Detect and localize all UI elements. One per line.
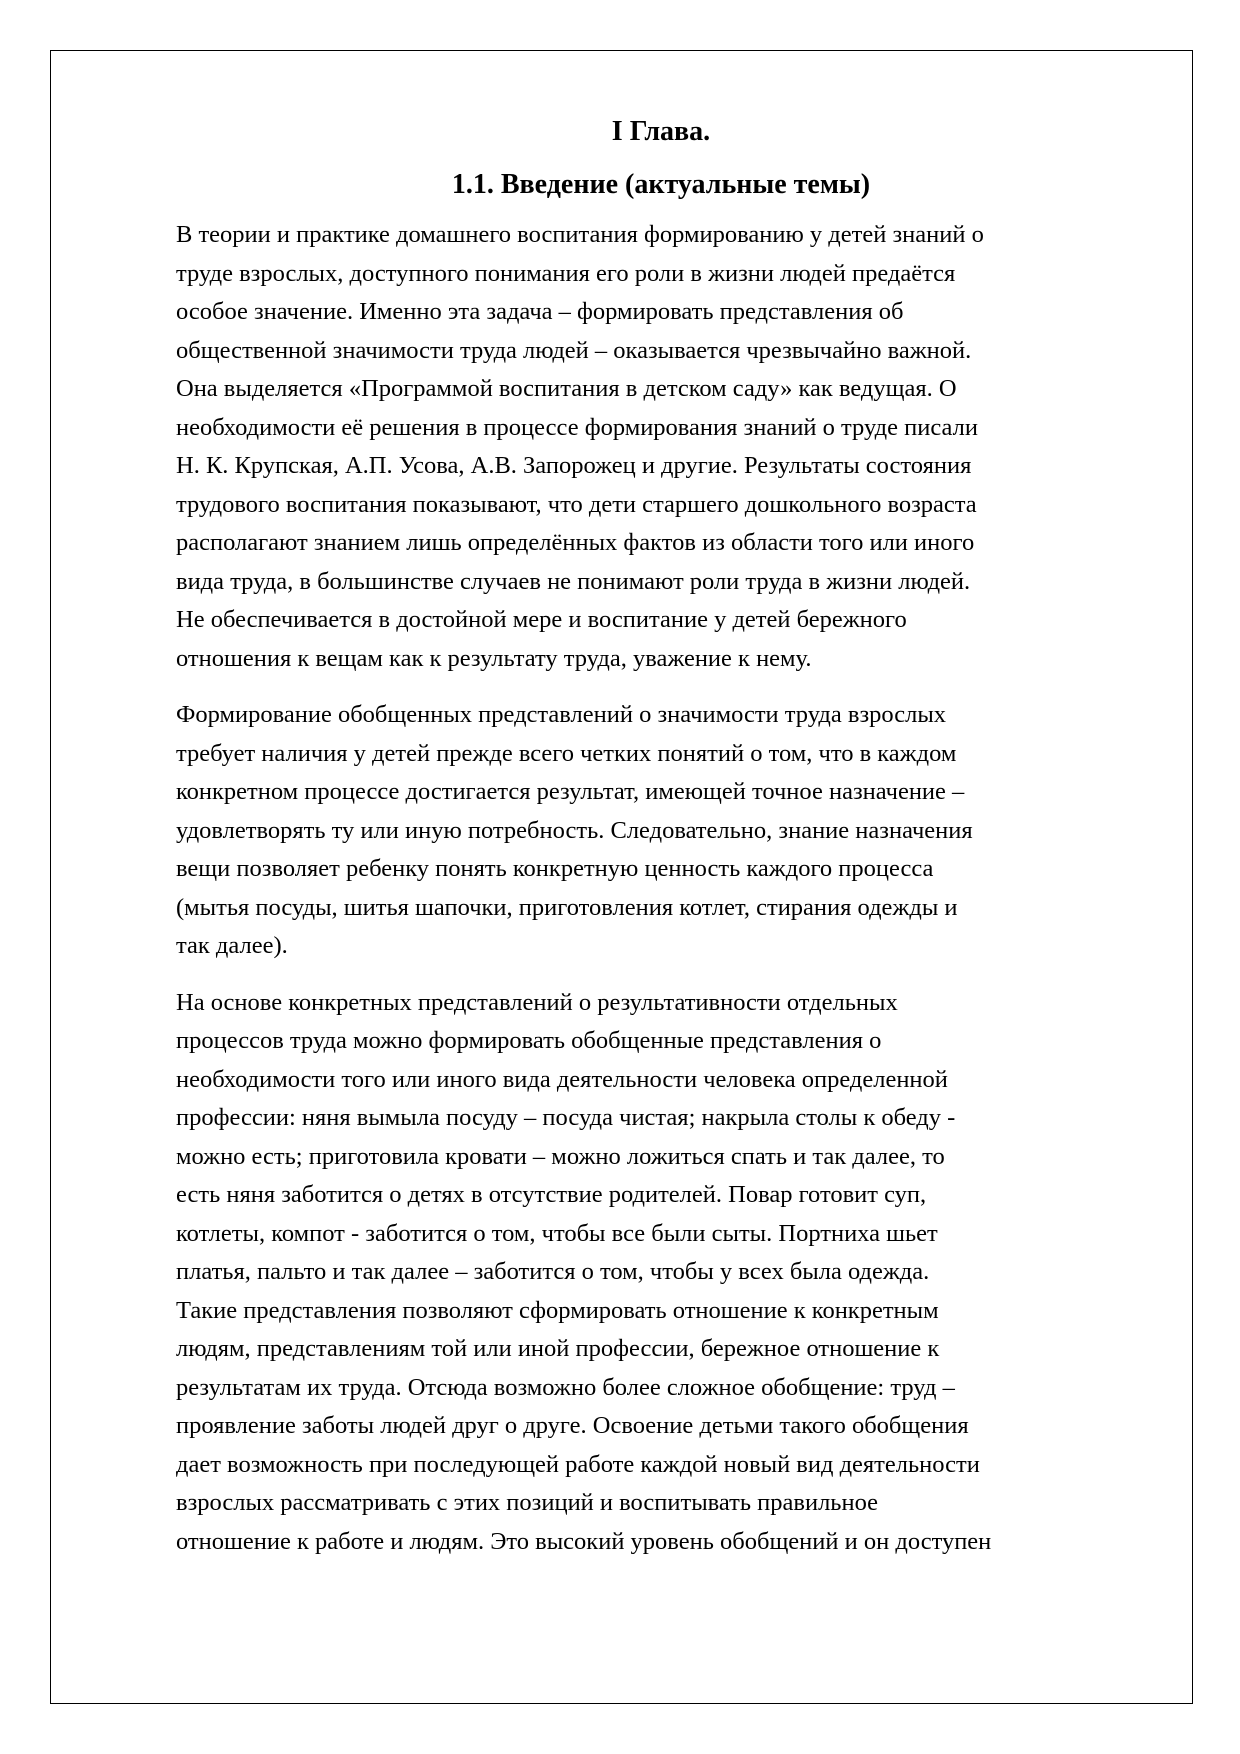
text-line: есть няня заботится о детях в отсутствие родителей. Повар готовит суп, <box>176 1181 927 1208</box>
text-line: котлеты, компот - заботится о том, чтобы все были сыты. Портниха шьет <box>176 1219 938 1247</box>
text-line: платья, пальто и так далее – заботится о том, чтобы у всех была одежда. <box>176 1258 930 1285</box>
text-line: профессии: няня вымыла посуду – посуда чистая; накрыла столы к обеду - <box>176 1104 956 1131</box>
text-line: отношения к вещам как к результату труда, уважение к нему. <box>176 644 812 672</box>
text-line: вещи позволяет ребенку понять конкретную ценность каждого процесса <box>176 855 934 882</box>
text-line: требует наличия у детей прежде всего четких понятий о том, что в каждом <box>176 739 957 767</box>
text-line: процессов труда можно формировать обобщенные представления о <box>176 1027 882 1054</box>
text-line: особое значение. Именно эта задача – формировать представления об <box>176 298 904 325</box>
text-line: В теории и практике домашнего воспитания формированию у детей знаний о <box>176 221 984 248</box>
paragraph <box>176 696 1146 966</box>
text-line: взрослых рассматривать с этих позиций и воспитывать правильное <box>176 1489 879 1516</box>
text-line: людям, представлениям той или иной профессии, бережное отношение к <box>176 1335 940 1362</box>
text-line: труде взрослых, доступного понимания его роли в жизни людей предаётся <box>176 259 956 287</box>
text-line: можно есть; приготовила кровати – можно ложиться спать и так далее, то <box>176 1142 945 1170</box>
text-line: так далее). <box>176 932 288 959</box>
text-line: вида труда, в большинстве случаев не понимают роли труда в жизни людей. <box>176 567 971 595</box>
text-line: Формирование обобщенных представлений о значимости труда взрослых <box>176 701 947 728</box>
document-body <box>176 113 1146 1579</box>
text-line: трудового воспитания показывают, что дети старшего дошкольного возраста <box>176 490 977 518</box>
text-line: На основе конкретных представлений о результативности отдельных <box>176 988 898 1016</box>
text-line: Не обеспечивается в достойной мере и воспитание у детей бережного <box>176 606 907 633</box>
text-line: Такие представления позволяют сформировать отношение к конкретным <box>176 1296 939 1324</box>
text-line: располагают знанием лишь определённых фактов из области того или иного <box>176 529 975 556</box>
paragraph <box>176 216 1146 678</box>
text-line: удовлетворять ту или иную потребность. Следовательно, знание назначения <box>176 816 973 844</box>
chapter-title: I Глава. <box>611 116 711 147</box>
text-line: общественной значимости труда людей – оказывается чрезвычайно важной. <box>176 336 972 364</box>
text-line: дает возможность при последующей работе каждой новый вид деятельности <box>176 1450 980 1478</box>
text-line: проявление заботы людей друг о друге. Освоение детьми такого обобщения <box>176 1412 969 1439</box>
text-line: необходимости того или иного вида деятельности человека определенной <box>176 1065 948 1093</box>
paragraph <box>176 984 1146 1562</box>
text-line: необходимости её решения в процессе формирования знаний о труде писали <box>176 413 978 441</box>
paragraphs <box>176 216 1146 1561</box>
text-line: Она выделяется «Программой воспитания в детском саду» как ведущая. О <box>176 375 957 402</box>
text-line: отношение к работе и людям. Это высокий уровень обобщений и он доступен <box>176 1527 992 1555</box>
text-line: (мытья посуды, шитья шапочки, приготовления котлет, стирания одежды и <box>176 893 958 921</box>
text-line: Н. К. Крупская, А.П. Усова, А.В. Запорожец и другие. Результаты состояния <box>176 452 972 479</box>
text-line: конкретном процессе достигается результат, имеющей точное назначение – <box>176 778 965 805</box>
section-title: 1.1. Введение (актуальные темы) <box>451 169 871 200</box>
text-line: результатам их труда. Отсюда возможно более сложное обобщение: труд – <box>176 1373 955 1401</box>
